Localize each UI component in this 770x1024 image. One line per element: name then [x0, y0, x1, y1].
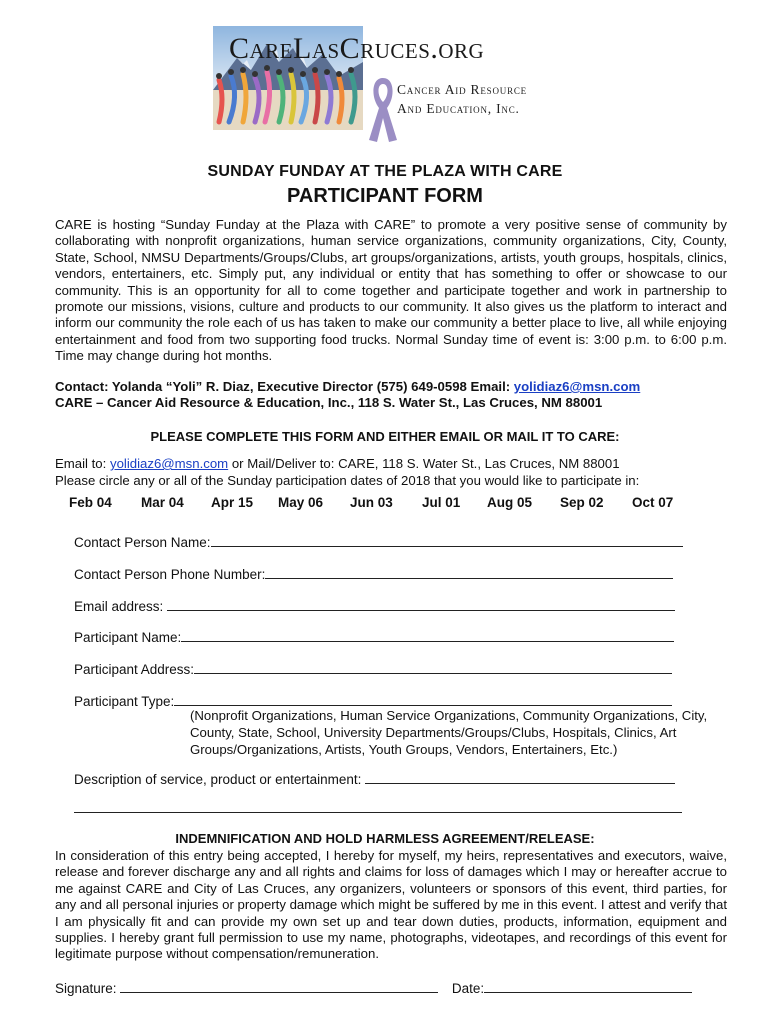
date-line[interactable]: [484, 979, 692, 993]
signature-line[interactable]: [120, 979, 438, 993]
contact-block: [55, 379, 727, 412]
participant-name-field[interactable]: Participant Name:: [74, 628, 674, 645]
description-field[interactable]: Description of service, product or entertainment:: [74, 770, 675, 787]
contact-line-2: CARE – Cancer Aid Resource & Education, Inc., 118 S. Water St., Las Cruces, NM 88001: [55, 395, 603, 411]
indemnification-title: INDEMNIFICATION AND HOLD HARMLESS AGREEMENT/RELEASE:: [175, 831, 595, 846]
date-option[interactable]: Sep 02: [560, 495, 604, 510]
awareness-ribbon-icon: [365, 74, 401, 144]
mail-instructions: Email to: yolidiaz6@msn.com or Mail/Deliver to: CARE, 118 S. Water St., Las Cruces, NM 88001 Please circle any or all of the Sunday participation dates of 2018 that you would like to participate in:: [55, 455, 735, 489]
intro-paragraph: CARE is hosting “Sunday Funday at the Plaza with CARE” to promote a very positive sense of community by collaborating with nonprofit organizations, human service organizations, community organizations, City, County, State, School, NMSU Departments/Groups/Clubs, art groups/organizations, artists, youth groups, hospitals, clinics, vendors, entertainers, etc. Simply put, any individual or entity that has something to offer or showcase to our community. This is an opportunity for all to come together and participate together and work in partnership to promote our missions, visions, culture and products to our community. It also gives us the platform to interact and inform our community the role each of us has taken to make our community a better place to live, all while enjoying entertainment and food from two supporting food trucks. Normal Sunday time of event is: 3:00 p.m. to 6:00 p.m. Time may change during hot months.: [55, 217, 727, 364]
participant-type-note: (Nonprofit Organizations, Human Service Organizations, Community Organizations, City, County, State, School, University Departments/Groups/Clubs, Hospitals, Clinics, Art Groups/Organizations, Artists, Youth Groups, Vendors, Entertainers, Etc.): [190, 708, 708, 757]
date-option[interactable]: Apr 15: [211, 495, 254, 510]
form-title: PARTICIPANT FORM: [287, 185, 483, 207]
date-option[interactable]: Mar 04: [141, 495, 184, 510]
date-option[interactable]: Aug 05: [487, 495, 533, 510]
care-logo: [207, 18, 563, 140]
date-option[interactable]: Jun 03: [350, 495, 393, 510]
email-field[interactable]: Email address:: [74, 597, 675, 614]
circle-dates-instruction: Please circle any or all of the Sunday participation dates of 2018 that you would like to participate in:: [55, 473, 640, 488]
date-option[interactable]: May 06: [278, 495, 324, 510]
participation-dates: [55, 495, 695, 515]
contact-phone-field[interactable]: Contact Person Phone Number:: [74, 565, 673, 582]
date-option[interactable]: Oct 07: [632, 495, 674, 510]
logo-domain-text: CareLasCruces.org: [229, 32, 485, 65]
description-continuation-line[interactable]: [74, 812, 682, 813]
signature-label: Signature:: [55, 981, 121, 996]
submit-email-link[interactable]: yolidiaz6@msn.com: [109, 456, 229, 471]
logo-org-name: Cancer Aid Resource And Education, Inc.: [397, 82, 527, 116]
contact-name-field[interactable]: Contact Person Name:: [74, 533, 683, 550]
participant-address-field[interactable]: Participant Address:: [74, 660, 672, 677]
indemnification-body: In consideration of this entry being accepted, I hereby for myself, my heirs, representatives and executors, waive, release and forever discharge any and all rights and claims for loss of damages which I may or hereafter accrue to me against CARE and City of Las Cruces, any organizers, volunteers or sponsors of this event, third parties, for any and all personal injuries or property damage which might be suffered by me in this event. I attest and verify that I am physically fit and can provide my own set up and tear down duties, products, information, equipment and supplies. I hereby grant full permission to use my name, photographs, videotapes, and recordings of this event for legitimate purpose without compensation/remuneration.: [55, 848, 727, 962]
signature-row: [55, 979, 692, 996]
event-title: SUNDAY FUNDAY AT THE PLAZA WITH CARE: [207, 163, 563, 180]
date-label: Date:: [451, 981, 485, 996]
submission-instructions: PLEASE COMPLETE THIS FORM AND EITHER EMAIL OR MAIL IT TO CARE:: [150, 429, 620, 444]
contact-email-link[interactable]: yolidiaz6@msn.com: [513, 379, 641, 394]
participant-type-field[interactable]: Participant Type:: [74, 692, 672, 709]
date-option[interactable]: Jul 01: [422, 495, 461, 510]
contact-line-1: Contact: Yolanda “Yoli” R. Diaz, Executive Director (575) 649-0598 Email: yolidiaz6@msn.com: [55, 379, 641, 394]
date-option[interactable]: Feb 04: [69, 495, 112, 510]
